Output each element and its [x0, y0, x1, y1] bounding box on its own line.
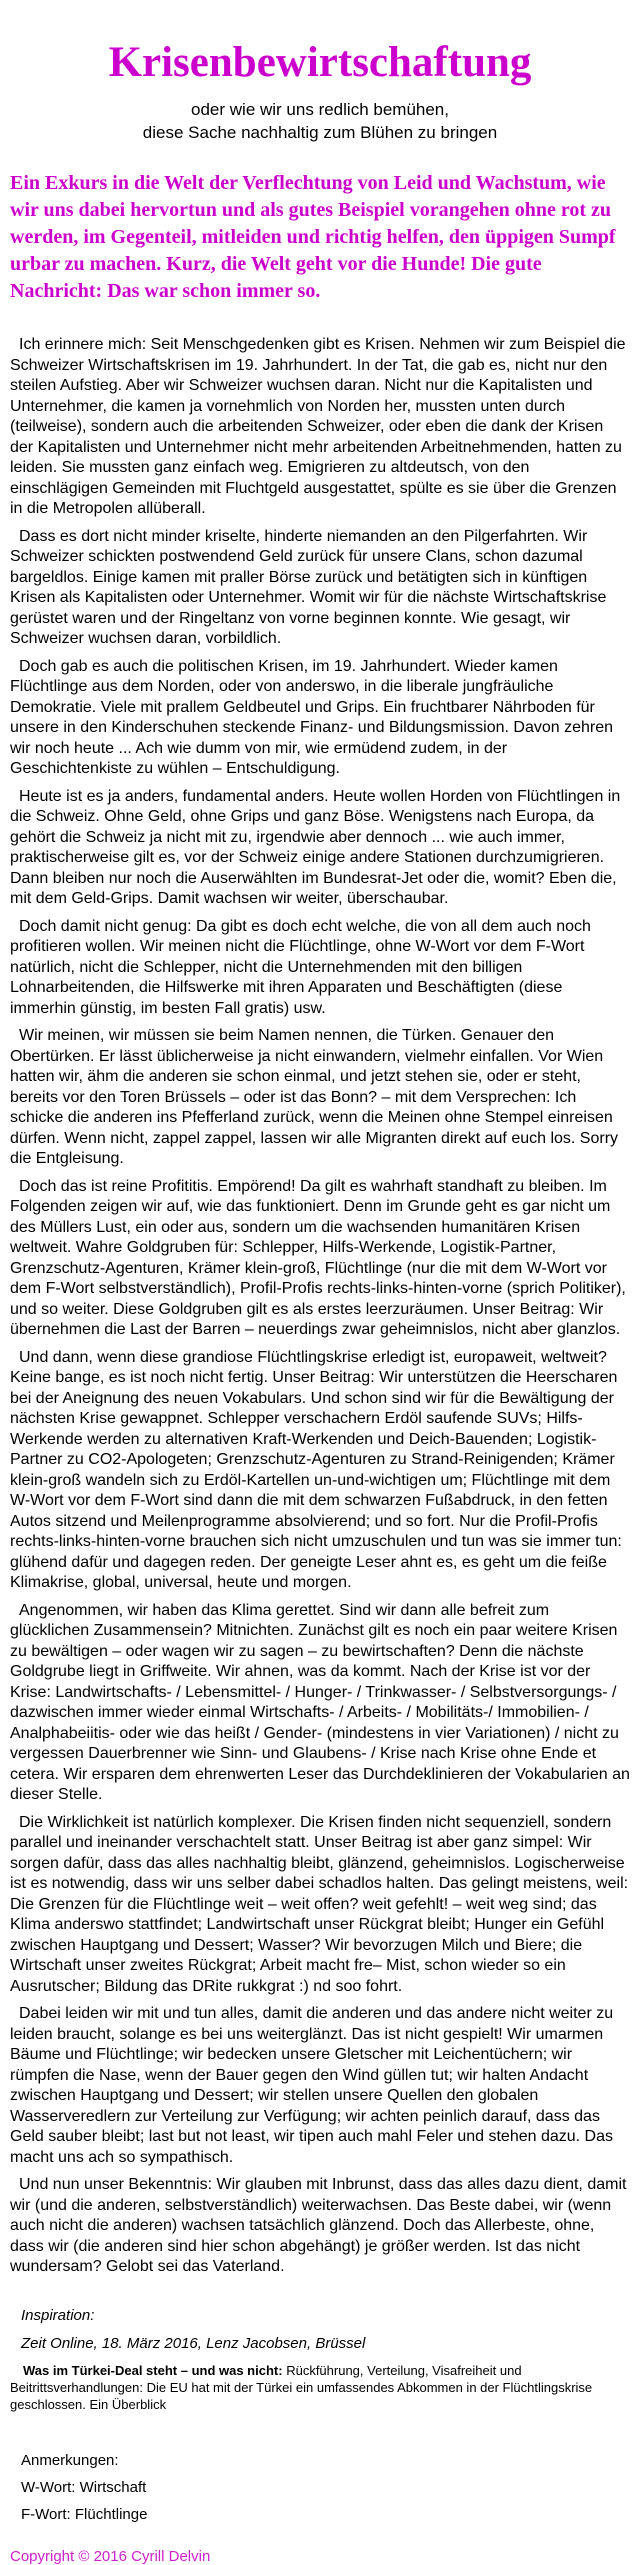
- subtitle: [10, 98, 630, 144]
- annotations-label: Anmerkungen:: [21, 2451, 119, 2469]
- body-paragraph: Doch damit nicht genug: Da gibt es doch echt welche, die von all dem auch noch profitieren wollen. Wir meinen nicht die Flüchtlinge, ohne W-Wort vor dem F-Wort natürlich, nicht die Schlepper, nicht die Unternehmenden mit den billigen Lohnarbeitenden, die Hilfswerke mit ihren Apparaten und Beschäftigten (diese immerhin günstig, im besten Fall gratis) usw.: [10, 917, 591, 1017]
- inspiration-label: Inspiration:: [21, 2306, 95, 2324]
- annotations-section: [10, 2451, 630, 2524]
- quote-text: Rückführung, Verteilung, Visafreiheit und Beitrittsverhandlungen: Die EU hat mit der Türkei ein umfassendes Abkommen in der Flüchtlingskrise geschlossen. Ein Überblick: [10, 2362, 593, 2412]
- annotation-item: F-Wort: Flüchtlinge: [21, 2505, 148, 2523]
- body-paragraph: Wir meinen, wir müssen sie beim Namen nennen, die Türken. Genauer den Obertürken. Er lässt üblicherweise ja nicht einwandern, vielmehr einfallen. Vor Wien hatten wir, ähm die anderen sie schon einmal, und jetzt stehen sie, oder er steht, bereits vor den Toren Brüssels – oder ist das Bonn? – mit dem Versprechen: Ich schicke die anderen ins Pfefferland zurück, wenn die Meinen ohne Stempel einreisen dürfen. Wenn nicht, zappel zappel, lassen wir alle Migranten direkt auf euch los. Sorry die Entgleisung.: [10, 1027, 619, 1168]
- subtitle-line-2: diese Sache nachhaltig zum Blühen zu bringen: [142, 123, 498, 143]
- body-paragraph: Doch gab es auch die politischen Krisen, im 19. Jahrhundert. Wieder kamen Flüchtlinge aus dem Norden, oder von anderswo, in die liberale jungfräuliche Demokratie. Viele mit prallem Geldbeutel und Grips. Ein fruchtbarer Nährboden für unsere in den Kinderschuhen steckende Finanz- und Bildungsmission. Davon zehren wir noch heute ... Ach wie dumm von mir, wie ermüdend zudem, in der Geschichtenkiste zu wühlen – Entschuldigung.: [10, 657, 614, 778]
- article-body: [10, 335, 630, 2278]
- body-paragraph: Und nun unser Bekenntnis: Wir glauben mit Inbrunst, dass das alles dazu dient, damit wir (und die anderen, selbstverständlich) weiterwachsen. Das Beste dabei, wir (wenn auch nicht die anderen) wachsen tatsächlich glänzend. Doch das Allerbeste, ohne, dass wir (die anderen sind hier schon abgehängt) je größer werden. Ist das nicht wundersam? Gelobt sei das Vaterland.: [10, 2176, 627, 2276]
- quote-title: Was im Türkei-Deal steht – und was nicht:: [23, 2362, 283, 2378]
- lead-paragraph: Ein Exkurs in die Welt der Verflechtung von Leid und Wachstum, wie wir uns dabei hervortun und als gutes Beispiel vorangehen ohne rot zu werden, im Gegenteil, mitleiden und richtig helfen, den üppigen Sumpf urbar zu machen. Kurz, die Welt geht vor die Hunde! Die gute Nachricht: Das war schon immer so.: [10, 172, 616, 303]
- body-paragraph: Angenommen, wir haben das Klima gerettet. Sind wir dann alle befreit zum glücklichen Zusammensein? Mitnichten. Zunächst gilt es noch ein paar weitere Krisen zu bewältigen – oder wagen wir zu sagen – zu bewirtschaften? Denn die nächste Goldgrube liegt in Griffweite. Wir ahnen, was da kommt. Nach der Krise ist vor der Krise: Landwirtschafts- / Lebensmittel- / Hunger- / Trinkwasser- / Selbstversorgungs- / dazwischen immer wieder einmal Wirtschafts- / Arbeits- / Mobilitäts-/ Immobilien- / Analphabeiitis- oder wie das heißt / Gender- (mindestens in vier Variationen) / nicht zu vergessen Dauerbrenner wie Sinn- und Glaubens- / Krise nach Krise ohne Ende et cetera. Wir ersparen dem ehrenwerten Leser das Durchdeklinieren der Vokabularien an dieser Stelle.: [10, 1601, 630, 1804]
- body-paragraph: Die Wirklichkeit ist natürlich komplexer. Die Krisen finden nicht sequenziell, sondern parallel und ineinander verschachtelt statt. Unser Beitrag ist aber ganz simpel: Wir sorgen dafür, dass das alles nachhaltig bleibt, glänzend, geheimnislos. Logischerweise ist es notwendig, dass wir uns selber dabei schadlos halten. Das gelingt meistens, weil: Die Grenzen für die Flüchtlinge weit – weit offen? weit gefehlt! – weit weg sind; das Klima anderswo stattfindet; Landwirtschaft unser Rückgrat bleibt; Hunger ein Gefühl zwischen Hauptgang und Dessert; Wasser? Wir bevorzugen Milch und Biere; die Wirtschaft unser zweites Rückgrat; Arbeit macht fre– Mist, schon wieder so ein Ausrutscher; Bildung das DRite rukkgrat :) nd soo fohrt.: [10, 1813, 629, 1995]
- body-paragraph: Dass es dort nicht minder kriselte, hinderte niemanden an den Pilgerfahrten. Wir Schweizer schickten postwendend Geld zurück für unsere Clans, schon dazumal bargeldlos. Einige kamen mit praller Börse zurück und betätigten sich in künftigen Krisen als Kapitalisten oder Unternehmer. Womit wir für die nächste Wirtschaftskrise gerüstet waren und der Ringeltanz von vorne beginnen konnte. Wie gesagt, wir Schweizer wuchsen daran, vorbildlich.: [10, 527, 607, 648]
- body-paragraph: Dabei leiden wir mit und tun alles, damit die anderen und das andere nicht weiter zu leiden braucht, solange es bei uns weiterglänzt. Das ist nicht gespielt! Wir umarmen Bäume und Flüchtlinge; wir bedecken unsere Gletscher mit Leichentüchern; wir rümpfen die Nase, wenn der Bauer gegen den Wind güllen tut; wir halten Andacht zwischen Hauptgang und Dessert; wir stellen unsere Quellen den globalen Wasserveredlern zur Verteilung zur Verfügung; wir achten peinlich darauf, dass das Geld sauber bleibt; last but not least, wir tipen auch mahl Feler und stehen dazu. Das macht uns ach so sympathisch.: [10, 2005, 614, 2166]
- copyright: Copyright © 2016 Cyrill Delvin: [10, 2547, 211, 2565]
- page-title: Krisenbewirtschaftung: [108, 39, 532, 86]
- inspiration-quote: [10, 2362, 630, 2413]
- body-paragraph: Heute ist es ja anders, fundamental anders. Heute wollen Horden von Flüchtlingen in die Schweiz. Ohne Geld, ohne Grips und ganz Böse. Wenigstens nach Europa, da gehört die Schweiz ja nicht mit zu, irgendwie aber dennoch ... wie auch immer, praktischerweise gilt es, vor der Schweiz einige andere Stationen durchzumigrieren. Dann bleiben nur noch die Auserwählten im Bundesrat-Jet oder die, womit? Eben die, mit dem Geld-Grips. Damit wachsen wir weiter, überschaubar.: [10, 787, 621, 908]
- body-paragraph: Und dann, wenn diese grandiose Flüchtlingskrise erledigt ist, europaweit, weltweit? Keine bange, es ist noch nicht fertig. Unser Beitrag: Wir unterstützen die Heerscharen bei der Aneignung des neuen Vokabulars. Und schon sind wir für die Bewältigung der nächsten Krise gewappnet. Schlepper verschachern Erdöl saufende SUVs; Hilfs-Werkende werden zu alternativen Kraft-Werkenden und Deich-Bauenden; Logistik-Partner zu CO2-Apologeten; Grenzschutz-Agenturen zu Strand-Reinigenden; Krämer klein-groß wandeln sich zu Erdöl-Kartellen un-und-wichtigen um; Flüchtlinge mit dem W-Wort vor dem F-Wort sind dann die mit dem schwarzen Fußabdruck, in den fetten Autos sitzend und Meilenprogramme absolvierend; und so fort. Nur die Profil-Profis rechts-links-hinten-vorne brauchen sich nicht umzuschulen und tun was sie immer tun: glühend dafür und dagegen reden. Der geneigte Leser ahnt es, es geht um die feiße Klimakrise, global, universal, heute und morgen.: [10, 1348, 622, 1592]
- subtitle-line-1: oder wie wir uns redlich bemühen,: [191, 100, 449, 120]
- inspiration-section: [10, 2306, 630, 2413]
- inspiration-source: Zeit Online, 18. März 2016, Lenz Jacobsen, Brüssel: [21, 2334, 366, 2352]
- annotation-item: W-Wort: Wirtschaft: [21, 2478, 147, 2496]
- body-paragraph: Ich erinnere mich: Seit Menschgedenken gibt es Krisen. Nehmen wir zum Beispiel die Schweizer Wirtschaftskrisen im 19. Jahrhundert. In der Tat, die gab es, nicht nur den steilen Aufstieg. Aber wir Schweizer wuchsen daran. Nicht nur die Kapitalisten und Unternehmer, die kamen ja vornehmlich von Norden her, mussten unten durch (teilweise), sondern auch die arbeitenden Schweizer, oder eben die dank der Krisen der Kapitalisten und Unternehmer nicht mehr arbeitenden Arbeitnehmenden, hatten zu leiden. Sie mussten ganz einfach weg. Emigrieren zu altdeutsch, von den einschlägigen Gemeinden mit Fluchtgeld ausgestattet, spülte es sie über die Grenzen in die Metropolen allüberall.: [10, 336, 626, 518]
- body-paragraph: Doch das ist reine Profititis. Empörend! Da gilt es wahrhaft standhaft zu bleiben. Im Folgenden zeigen wir auf, wie das funktioniert. Denn im Grunde geht es gar nicht um des Müllers Lust, ein oder aus, sondern um die wachsenden humanitären Krisen weltweit. Wahre Goldgruben für: Schlepper, Hilfs-Werkende, Logistik-Partner, Grenzschutz-Agenturen, Krämer klein-groß, Flüchtlinge (nur die mit dem W-Wort vor dem F-Wort selbstverständlich), Profil-Profis rechts-links-hinten-vorne (sprich Politiker), und so weiter. Diese Goldgruben gilt es als erstes leerzuräumen. Unser Beitrag: Wir übernehmen die Last der Barren – neuerdings zwar geheimnislos, nicht aber glanzlos.: [10, 1177, 626, 1339]
